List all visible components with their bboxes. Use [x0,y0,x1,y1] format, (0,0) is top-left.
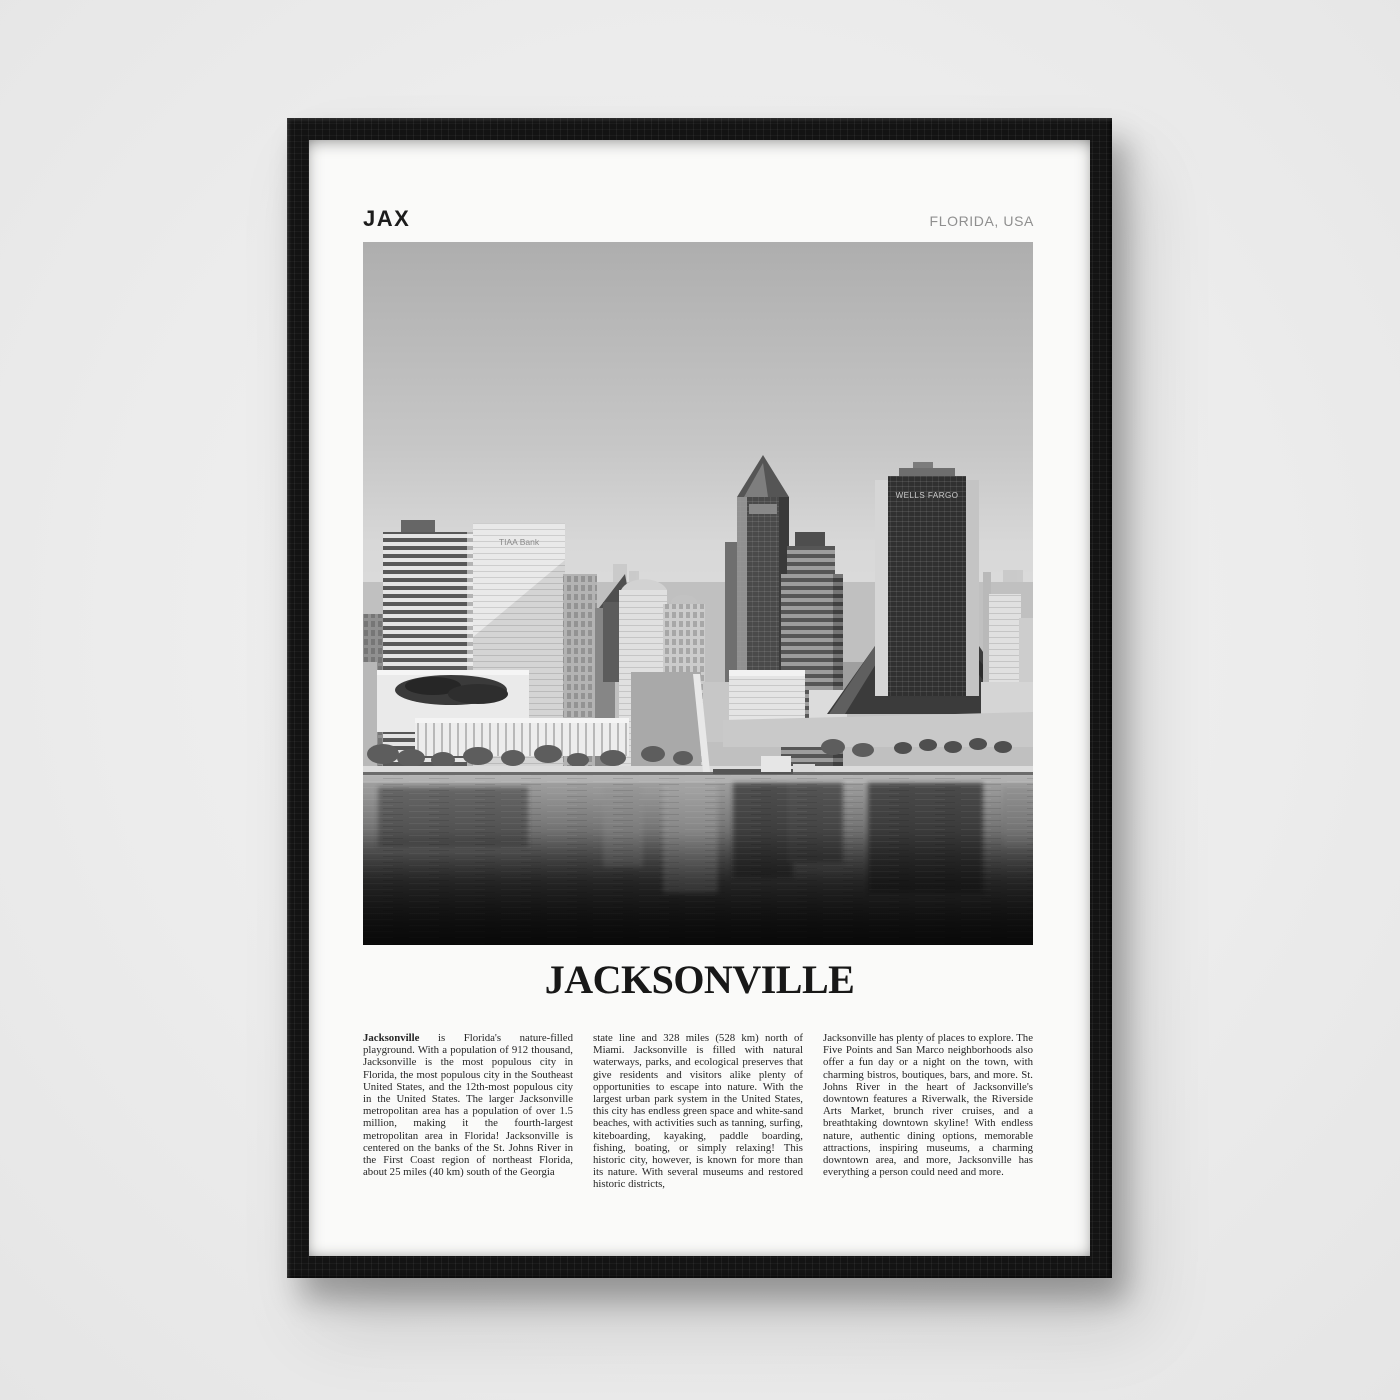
description-column-1: Jacksonville is Florida's nature-filled playground. With a population of 912 thousand, Jacksonville is the most populous city in Florida, the most populous city in the Southeast United States, and the 12th-most populous city in the United States. The larger Jacksonville metropolitan area has a population of over 1.5 million, making it the fourth-largest metropolitan area in Florida! Jacksonville is centered on the banks of the St. Johns River in the First Coast region of northeast Florida, about 25 miles (40 km) south of the Georgia [363,1032,573,1179]
description-column-3: Jacksonville has plenty of places to explore. The Five Points and San Marco neighborhoods also offer a fun day or a night on the town, with charming bistros, boutiques, bars, and more. St. Johns River in the heart of Jacksonville's downtown features a Riverwalk, the Riverside Arts Market, brunch river cruises, and a breathtaking downtown skyline! With endless nature, authentic dining options, memorable attractions, inspiring museums, a charming downtown area, and more, Jacksonville has everything a person could need and more. [823,1032,1033,1179]
picture-frame [287,118,1112,1278]
description-column-2: state line and 328 miles (528 km) north of Miami. Jacksonville is filled with natural waterways, parks, and ecological preserves that give residents and visitors alike plenty of opportunities to escape into nature. With the largest urban park system in the United States, this city has endless green space and white-sand beaches, with activities such as tanning, surfing, kiteboarding, kayaking, paddle boarding, fishing, boating, or simply relaxing! This historic city, however, is known for more than its nature. With several museums and restored historic districts, [593,1032,803,1191]
wells-fargo-sign: WELLS FARGO [895,491,959,500]
city-code-label: JAX [363,206,411,231]
poster-header [363,208,1034,230]
skyline-illustration [363,242,1033,945]
description-text [363,1032,1033,1191]
location-label: FLORIDA, USA [929,213,1034,229]
tiaa-bank-sign: TIAA Bank [498,537,540,547]
poster-title: JACKSONVILLE [544,957,855,1002]
travel-poster [309,140,1090,1256]
pier-boathouse [761,756,791,772]
river-water [363,775,1033,945]
lead-word: Jacksonville [363,1032,420,1044]
skyline-photo [363,242,1033,945]
